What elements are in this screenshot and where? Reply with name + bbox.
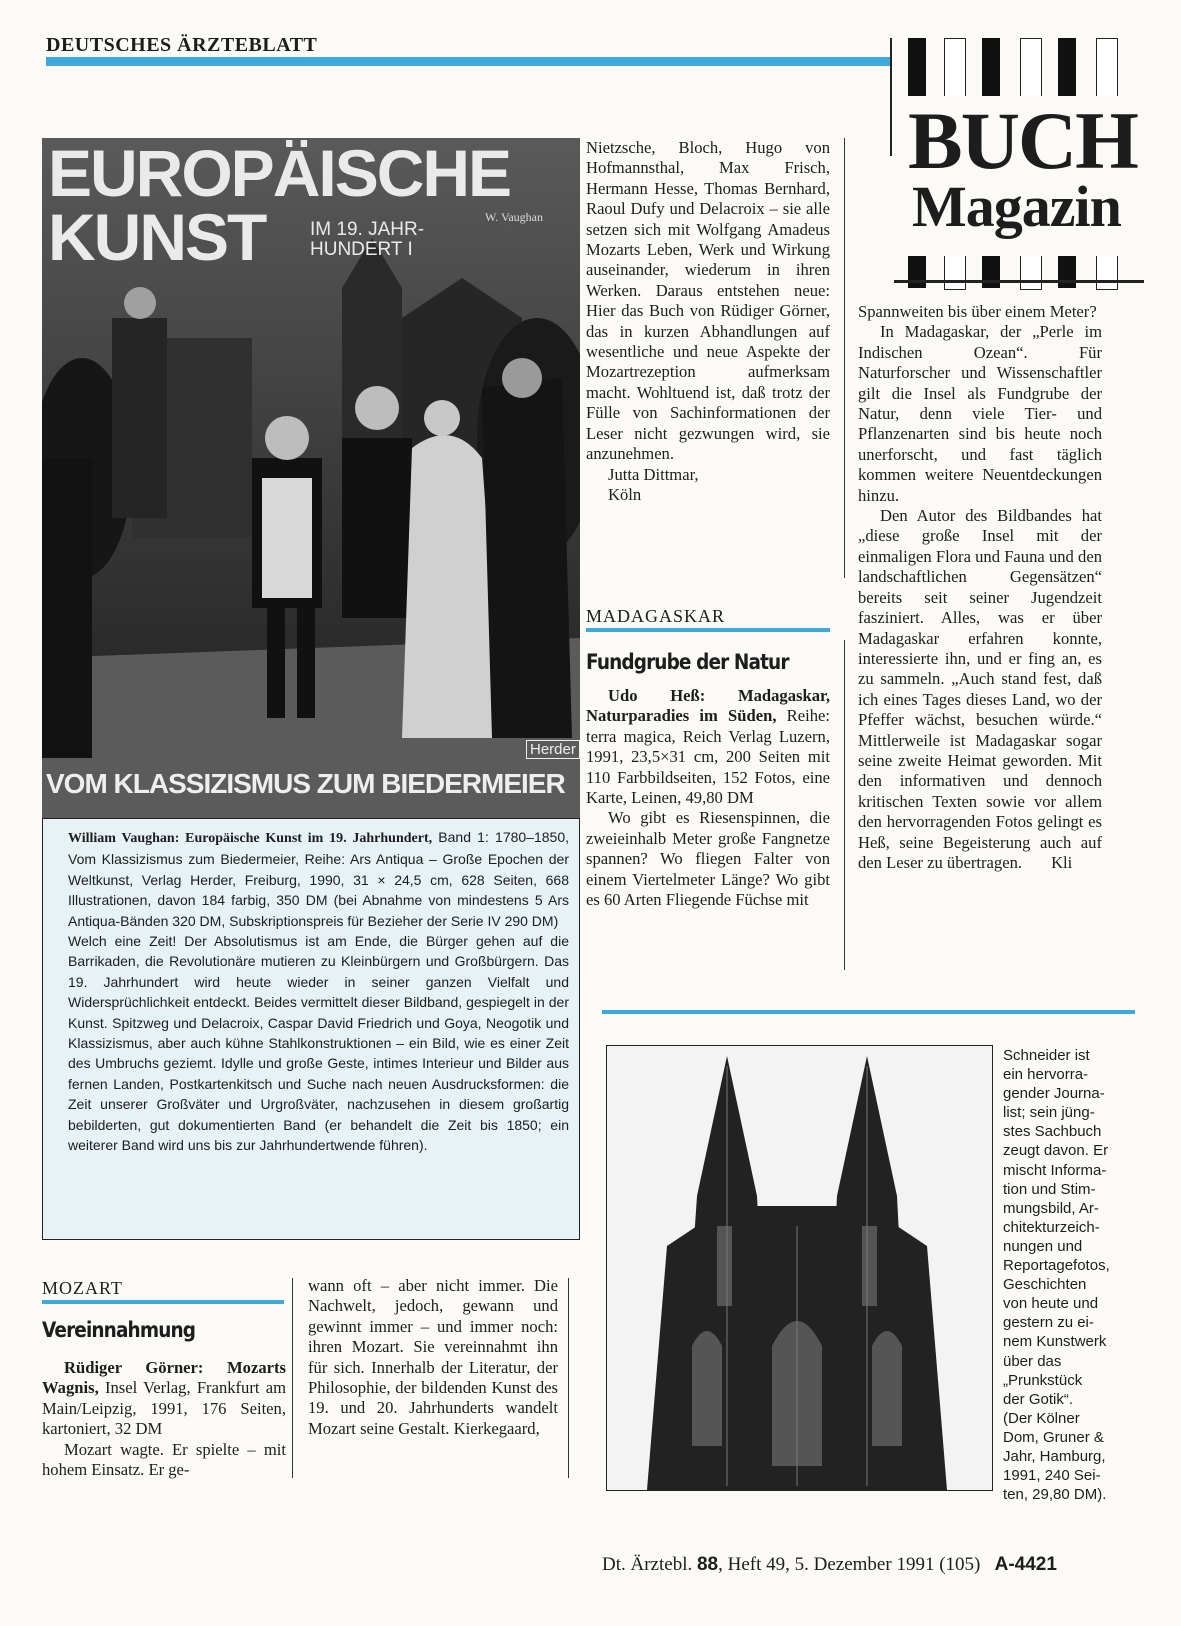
madagaskar-paragraph-2: In Madagaskar, der „Perle im Indischen Ozean“. Für Naturforscher und Wissenschaftler gilt die Insel als Fundgrube der Natur, denn viele Tier- und Pflanzenarten sind bis heute noch unerforscht, und fast täglich kommen weitere Neuentdeckungen hinzu.	[858, 322, 1102, 505]
cover-subtitle: VOM KLASSIZISMUS ZUM BIEDERMEIER	[46, 768, 565, 799]
madagaskar-paragraph-1: Wo gibt es Riesenspinnen, die zweieinhalb Meter große Fangnetze spannen? Wo fliegen Falter von einem Viertelmeter Länge? Wo gibt es 60 Arten Fliegende Füchse mit	[586, 808, 830, 910]
mozart-paragraph-cont: wann oft – aber nicht immer. Die Nachwelt, jedoch, gewann und gewinnt immer – und immer noch: ihren Mozart. Sie vereinnahmt ihn für sich. Innerhalb der Literatur, der Philosophie, der bildenden Kunst des 19. und 20. Jahrhunderts wandelt Mozart seine Gestalt. Kierkegaard,	[308, 1276, 558, 1438]
cathedral-review-line: nem Kunstwerk	[1003, 1333, 1107, 1351]
masthead: DEUTSCHES ÄRZTEBLATT	[46, 34, 318, 56]
cathedral-review-line: mischt Informa-	[1003, 1161, 1107, 1179]
section-rule	[586, 628, 830, 632]
cover-title-suffix-1: IM 19. JAHR-	[310, 219, 425, 240]
caption-body: Welch eine Zeit! Der Absolutismus ist am Ende, die Bürger gehen auf die Barrikaden, die Revolutionäre mutieren zu Kleinbürgern und Großbürgern. Das 19. Jahrhundert wird heute wieder in seiner ganzen Vielfalt und Widersprüchlichkeit entdeckt. Beides vermittelt dieser Bildband, gespiegelt in der Kunst. Spitzweg und Delacroix, Caspar David Friedrich und Goya, Neogotik und Klassizismus, aber auch kühne Stahlkonstruktionen – ein Bild, wie es einer Zeit des Umbruchs geziemt. Idylle und große Geste, intimes Interieur und Bilder aus fernen Landen, Postkartenkitsch und Suche nach neuen Ausdrucksformen: die Zeit unserer Großväter und Urgroßväter, nachzusehen in diesem großartig bebilderten, gut dokumentierten Band (er behandelt die Zeit bis 1850; ein weiterer Band wird uns bis zur Jahrhundertwende führen).	[68, 933, 569, 1154]
mozart-signature-name: Jutta Dittmar,	[608, 464, 699, 484]
cathedral-review-line: „Prunkstück	[1003, 1371, 1083, 1389]
cover-publisher: Herder	[526, 740, 580, 759]
mozart-paragraph-start: Mozart wagte. Er spielte – mit hohem Einsatz. Er ge-	[42, 1439, 286, 1480]
cathedral-review-line: Jahr, Hamburg,	[1003, 1447, 1106, 1465]
cathedral-review-line: gestern zu ei-	[1003, 1314, 1094, 1332]
madagaskar-bibliography	[586, 686, 830, 808]
cathedral-review-text	[1003, 1046, 1135, 1504]
article-heading-mozart: Vereinnahmung	[42, 1318, 196, 1342]
madagaskar-paragraph-3	[858, 506, 1102, 873]
footer-journal: Dt. Ärztebl.	[602, 1554, 693, 1575]
section-rule	[42, 1300, 284, 1304]
mozart-paragraph-end: Nietzsche, Bloch, Hugo von Hofmannsthal, Max Frisch, Hermann Hesse, Thomas Bernhard, Raoul Dufy und Delacroix – sie alle setzen sich mit Wolfgang Amadeus Mozarts Leben, Werk und Wirkung auseinander, wiederum in ihren Werken. Daraus entstehen neue: Hier das Buch von Rüdiger Görner, das in kurzen Abhandlungen auf wesentliche und neue Aspekte der Mozartrezeption aufmerksam macht. Wohltuend ist, daß trotz der Fülle von Sachinformationen der Leser nicht gezwungen wird, sie anzunehmen.	[586, 138, 830, 464]
mozart-bib-details: Insel Verlag, Frankfurt am Main/Leipzig, 1991, 176 Seiten, kartoniert, 32 DM	[42, 1378, 286, 1439]
caption-title: William Vaughan: Europäische Kunst im 19. Jahrhundert,	[68, 831, 433, 846]
footer-volume: 88	[696, 1554, 719, 1575]
cover-caption-box	[42, 818, 580, 1240]
cathedral-review-line: 1991, 240 Sei-	[1003, 1467, 1101, 1485]
cathedral-review-line: list; sein jüng-	[1003, 1104, 1095, 1122]
footer-page-number: A-4421	[994, 1554, 1057, 1575]
cathedral-review-line: chitekturzeich-	[1003, 1218, 1100, 1236]
cover-title-suffix	[310, 220, 424, 260]
logo-base-rule	[894, 280, 1144, 283]
cathedral-review-line: nungen und	[1003, 1237, 1083, 1255]
column-divider	[844, 640, 845, 970]
cathedral-review-line: tion und Stim-	[1003, 1180, 1096, 1198]
article-heading-madagaskar: Fundgrube der Natur	[586, 650, 789, 674]
madagaskar-bib-title: Udo Heß: Madagaskar, Naturparadies im Süden,	[586, 686, 830, 726]
logo-title: BUCH	[908, 95, 1137, 186]
cathedral-review-line: ein hervorra-	[1003, 1066, 1089, 1084]
mozart-column-2	[308, 1276, 558, 1439]
cathedral-review-line: über das	[1003, 1352, 1062, 1370]
mozart-bibliography	[42, 1358, 286, 1440]
cover-title-line1: EUROPÄISCHE	[48, 138, 511, 210]
mozart-column-3	[586, 138, 830, 505]
caption-details: Band 1: 1780–1850, Vom Klassizismus zum Biedermeier, Reihe: Ars Antiqua – Große Epochen der Weltkunst, Verlag Herder, Freiburg, 1990, 31 × 24,5 cm, 628 Seiten, 668 Illustrationen, davon 184 farbig, 350 DM (bei Abnahme von mindestens 5 Ars Antiqua-Bänden 320 DM, Subskriptionspreis für Bezieher der Serie IV 290 DM)	[68, 829, 569, 929]
cathedral-review-line: mungsbild, Ar-	[1003, 1199, 1099, 1217]
madagaskar-column-2	[858, 302, 1102, 873]
cover-title-suffix-2: HUNDERT I	[310, 238, 413, 260]
cologne-cathedral-photo	[606, 1045, 993, 1491]
mozart-signature-city: Köln	[608, 484, 642, 504]
caption-bibliography	[68, 827, 569, 931]
cathedral-review-line: von heute und	[1003, 1295, 1099, 1313]
buch-magazin-logo	[908, 38, 1143, 284]
page-footer	[602, 1554, 1057, 1576]
column-divider	[292, 1278, 293, 1478]
madagaskar-column-1	[586, 686, 830, 910]
column-divider	[568, 1278, 569, 1478]
header-rule	[46, 57, 892, 66]
cathedral-review-line: Schneider ist	[1003, 1047, 1090, 1064]
madagaskar-bib-details: Reihe: terra magica, Reich Verlag Luzern, 1991, 23,5×31 cm, 200 Seiten mit 110 Farbbildseiten, 152 Fotos, eine Karte, Leinen, 49,80 DM	[586, 706, 830, 808]
madagaskar-paragraph-3-text: Den Autor des Bildbandes hat „diese große Insel mit der einmaligen Flora und Fauna und den landschaftlichen Gegensätzen“ bereits seit seiner Jugendzeit fasziniert. Alles, was er über Madagaskar erfahren konnte, interessierte ihn, und er fing an, es zu sammeln. „Auch stand fest, daß ich eines Tages dieses Land, wo der Pfeffer wächst, besuchen würde.“ Mittlerweile ist Madagaskar sogar seine zweite Heimat geworden. Mit den informativen und dennoch kritischen Texten sowie vor allem den hervorragenden Fotos gelingt es Heß, seine Begeisterung auch auf den Leser zu übertragen.	[858, 506, 1102, 872]
cathedral-review-line: ten, 29,80 DM).	[1003, 1486, 1107, 1504]
section-label-mozart: MOZART	[42, 1278, 123, 1298]
cathedral-illustration	[607, 1046, 992, 1490]
madagaskar-paragraph-1-cont: Spannweiten bis über einem Meter?	[858, 302, 1097, 321]
cathedral-review-line: Dom, Gruner &	[1003, 1428, 1104, 1446]
cathedral-review-line: Geschichten	[1003, 1276, 1087, 1294]
book-cover-image	[42, 138, 580, 818]
cathedral-review-line: gender Journa-	[1003, 1085, 1105, 1103]
logo-subtitle: Magazin	[912, 174, 1121, 239]
mozart-bib-title: Rüdiger Görner: Mozarts Wagnis,	[42, 1358, 286, 1398]
cathedral-review-line: (Der Kölner	[1003, 1409, 1080, 1427]
mozart-column-1	[42, 1358, 286, 1480]
cover-author: W. Vaughan	[485, 210, 543, 224]
section-label-madagaskar: MADAGASKAR	[586, 606, 726, 626]
section-rule	[602, 1010, 1135, 1014]
cathedral-review-line: zeugt davon. Er	[1003, 1142, 1109, 1160]
footer-issue: , Heft 49, 5. Dezember 1991 (105)	[718, 1554, 981, 1575]
cathedral-review-line: der Gotik“.	[1003, 1390, 1074, 1408]
header-vertical-rule	[890, 38, 892, 156]
cathedral-review-line: Reportagefotos,	[1003, 1257, 1110, 1275]
madagaskar-signature: Kli	[1051, 852, 1073, 872]
cathedral-review-line: stes Sachbuch	[1003, 1123, 1102, 1141]
cover-title-line2: KUNST	[48, 200, 266, 274]
column-divider	[844, 138, 845, 578]
